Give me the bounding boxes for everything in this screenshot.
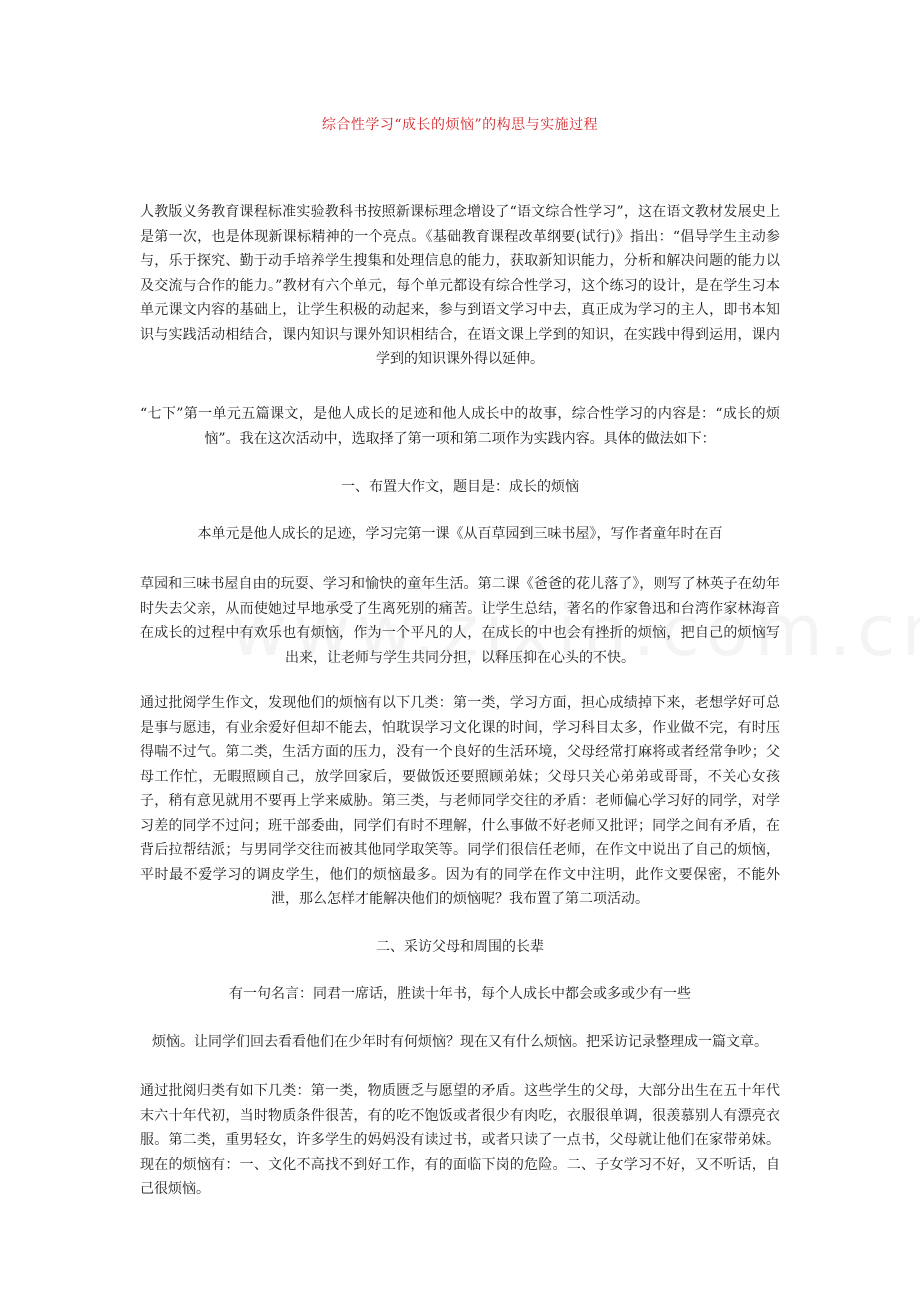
paragraph-essay-review: 通过批阅学生作文，发现他们的烦恼有以下几类：第一类，学习方面，担心成绩掉下来，老想学好可总是事与愿违，有业余爱好但却不能去，怕耽误学习文化课的时间，学习科目太多，作业做不完，有时压得喘不过气。第二类，生活方面的压力，没有一个良好的生活环境，父母经常打麻将或者经常争吵；父母工作忙，无暇照顾自己，放学回家后，要做饭还要照顾弟妹；父母只关心弟弟或哥哥，不关心女孩子，稍有意见就用不要再上学来威胁。第三类，与老师同学交往的矛盾：老师偏心学习好的同学，对学习差的同学不过问；班干部委曲，同学们有时不理解，什么事做不好老师又批评；同学之间有矛盾，在背后拉帮结派；与男同学交往而被其他同学取笑等。同学们很信任老师，在作文中说出了自己的烦恼，平时最不爱学习的调皮学生，他们的烦恼最多。因为有的同学在作文中注明，此作文要保密，不能外泄，那么怎样才能解决他们的烦恼呢？我布置了第二项活动。 [140,695,780,907]
paragraph-interview-results: 通过批阅归类有如下几类：第一类，物质匮乏与愿望的矛盾。这些学生的父母，大部分出生在五十年代末六十年代初，当时物质条件很苦，有的吃不饱饭或者很少有肉吃，衣服很单调，很羡慕别人有漂亮衣服。第二类，重男轻女，许多学生的妈妈没有读过书，或者只读了一点书，父母就让他们在家带弟妹。现在的烦恼有：一、文化不高找不到好工作，有的面临下岗的危险。二、子女学习不好，又不听话，自己很烦恼。 [140,1083,780,1197]
section-heading-2: 二、采访父母和周围的长辈 [376,939,544,955]
paragraph-unit-overview: “七下”第一单元五篇课文，是他人成长的足迹和他人成长中的故事，综合性学习的内容是：“成长的烦恼”。我在这次活动中，选取择了第一项和第二项作为实践内容。具体的做法如下： [140,406,780,447]
paragraph-lessons: 草园和三味书屋自由的玩耍、学习和愉快的童年生活。第二课《爸爸的花儿落了》，则写了林英子在幼年时失去父亲，从而使她过早地承受了生离死别的痛苦。让学生总结，著名的作家鲁迅和台湾作家林海音在成长的过程中有欢乐也有烦恼，作为一个平凡的人，在成长的中也会有挫折的烦恼，把自己的烦恼写出来，让老师与学生共同分担，以释压抑在心头的不快。 [140,576,780,666]
section-heading-1: 一、布置大作文，题目是：成长的烦恼 [341,479,579,495]
paragraph-interview-task: 烦恼。让同学们回去看看他们在少年时有何烦恼？现在又有什么烦恼。把采访记录整理成一篇文章。 [152,1034,768,1050]
paragraph-unit-desc: 本单元是他人成长的足迹，学习完第一课《从百草园到三味书屋》，写作者童年时在百 [197,526,723,542]
document-title: 综合性学习“成长的烦恼”的构思与实施过程 [321,117,599,133]
paragraph-quote: 有一句名言：同君一席话，胜读十年书，每个人成长中都会或多或少有一些 [229,986,691,1002]
paragraph-intro: 人教版义务教育课程标准实验教科书按照新课标理念增设了“语文综合性学习”，这在语文教材发展史上是第一次，也是体现新课标精神的一个亮点。《基础教育课程改革纲要(试行)》指出：“倡导学生主动参与，乐于探究、勤于动手培养学生搜集和处理信息的能力，获取新知识能力，分析和解决问题的能力以及交流与合作的能力。”教材有六个单元，每个单元都设有综合性学习，这个练习的设计，是在学生习本单元课文内容的基础上，让学生积极的动起来，参与到语文学习中去，真正成为学习的主人，即书本知识与实践活动相结合，课内知识与课外知识相结合，在语文课上学到的知识，在实践中得到运用，课内学到的知识课外得以延伸。 [140,204,780,367]
